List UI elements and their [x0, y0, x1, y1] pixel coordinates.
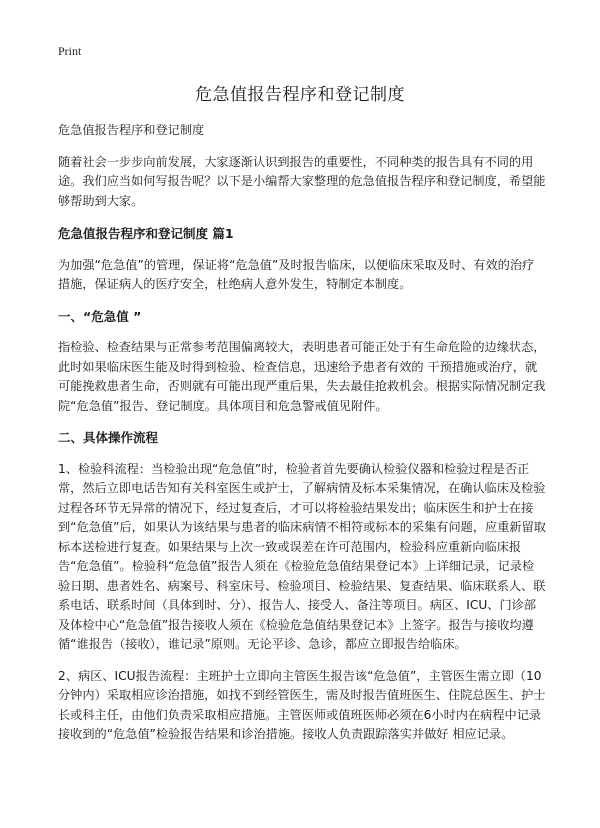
step-2-paragraph: 2、病区、ICU报告流程：主班护士立即向主管医生报告该“危急值”，主管医生需立即（10分钟内）采取相应诊治措施，如找不到经管医生，需及时报告值班医生、住院总医生、护士长或科主任，由他们负责采取相应措施。主管医师或值班医师必须在6小时内在病程中记录接收到的“危急值”检验报告结果和诊治措施。接收人负责跟踪落实并做好 相应记录。 [58, 668, 546, 741]
step-1-paragraph: 1、检验科流程：当检验出现“危急值”时，检验者首先要确认检验仪器和检验过程是否正常，然后立即电话告知有关科室医生或护士，了解病情及标本采集情况，在确认临床及检验过程各环节无异常的情况下，经过复查后，才可以将检验结果发出；临床医生和护士在接到“危急值”后，如果认为该结果与患者的临床病情不相符或标本的采集有问题，应重新留取标本送检进行复查。如果结果与上次一致或误差在许可范围内，检验科应重新向临床报告“危急值”。检验科“危急值”报告人须在《检验危急值结果登记本》上详细记录，记录检验日期、患者姓名、病案号、科室床号、检验项目、检验结果、复查结果、临床联系人、联系电话、联系时间（具体到时、分）、报告人、接受人、备注等项目。病区、ICU、门诊部及体检中心“危急值”报告接收人须在《检验危急值结果登记本》上签字。报告与接收均遵循“谁报告（接收），谁记录”原则。无论平诊、急诊，都应立即报告给临床。 [58, 461, 546, 651]
article-heading: 危急值报告程序和登记制度 篇1 [58, 226, 234, 241]
purpose-paragraph: 为加强“危急值”的管理，保证将“危急值”及时报告临床，以便临床采取及时、有效的治疗措施，保证病人的医疗安全，杜绝病人意外发生，特制定本制度。 [58, 257, 535, 291]
article-subtitle: 危急值报告程序和登记制度 [58, 123, 205, 137]
page-title: 危急值报告程序和登记制度 [195, 85, 405, 105]
print-link[interactable]: Print [58, 44, 82, 58]
intro-paragraph: 随着社会一步步向前发展，大家逐渐认识到报告的重要性，不同种类的报告具有不同的用途。我们应当如何写报告呢？以下是小编帮大家整理的危急值报告程序和登记制度，希望能够帮助到大家。 [58, 154, 546, 208]
section-heading-1: 一、“危急值 ” [58, 308, 142, 324]
section-1-paragraph: 指检验、检查结果与正常参考范围偏离较大，表明患者可能正处于有生命危险的边缘状态，此时如果临床医生能及时得到检验、检查信息，迅速给予患者有效的 干预措施或治疗，就可能挽救患者生命，否则就有可能出现严重后果，失去最佳抢救机会。根据实际情况制定我院“危急值”报告、登记制度。具体项目和危急警戒值见附件。 [58, 340, 546, 413]
article-body [58, 121, 546, 757]
section-heading-2: 二、具体操作流程 [58, 430, 159, 445]
